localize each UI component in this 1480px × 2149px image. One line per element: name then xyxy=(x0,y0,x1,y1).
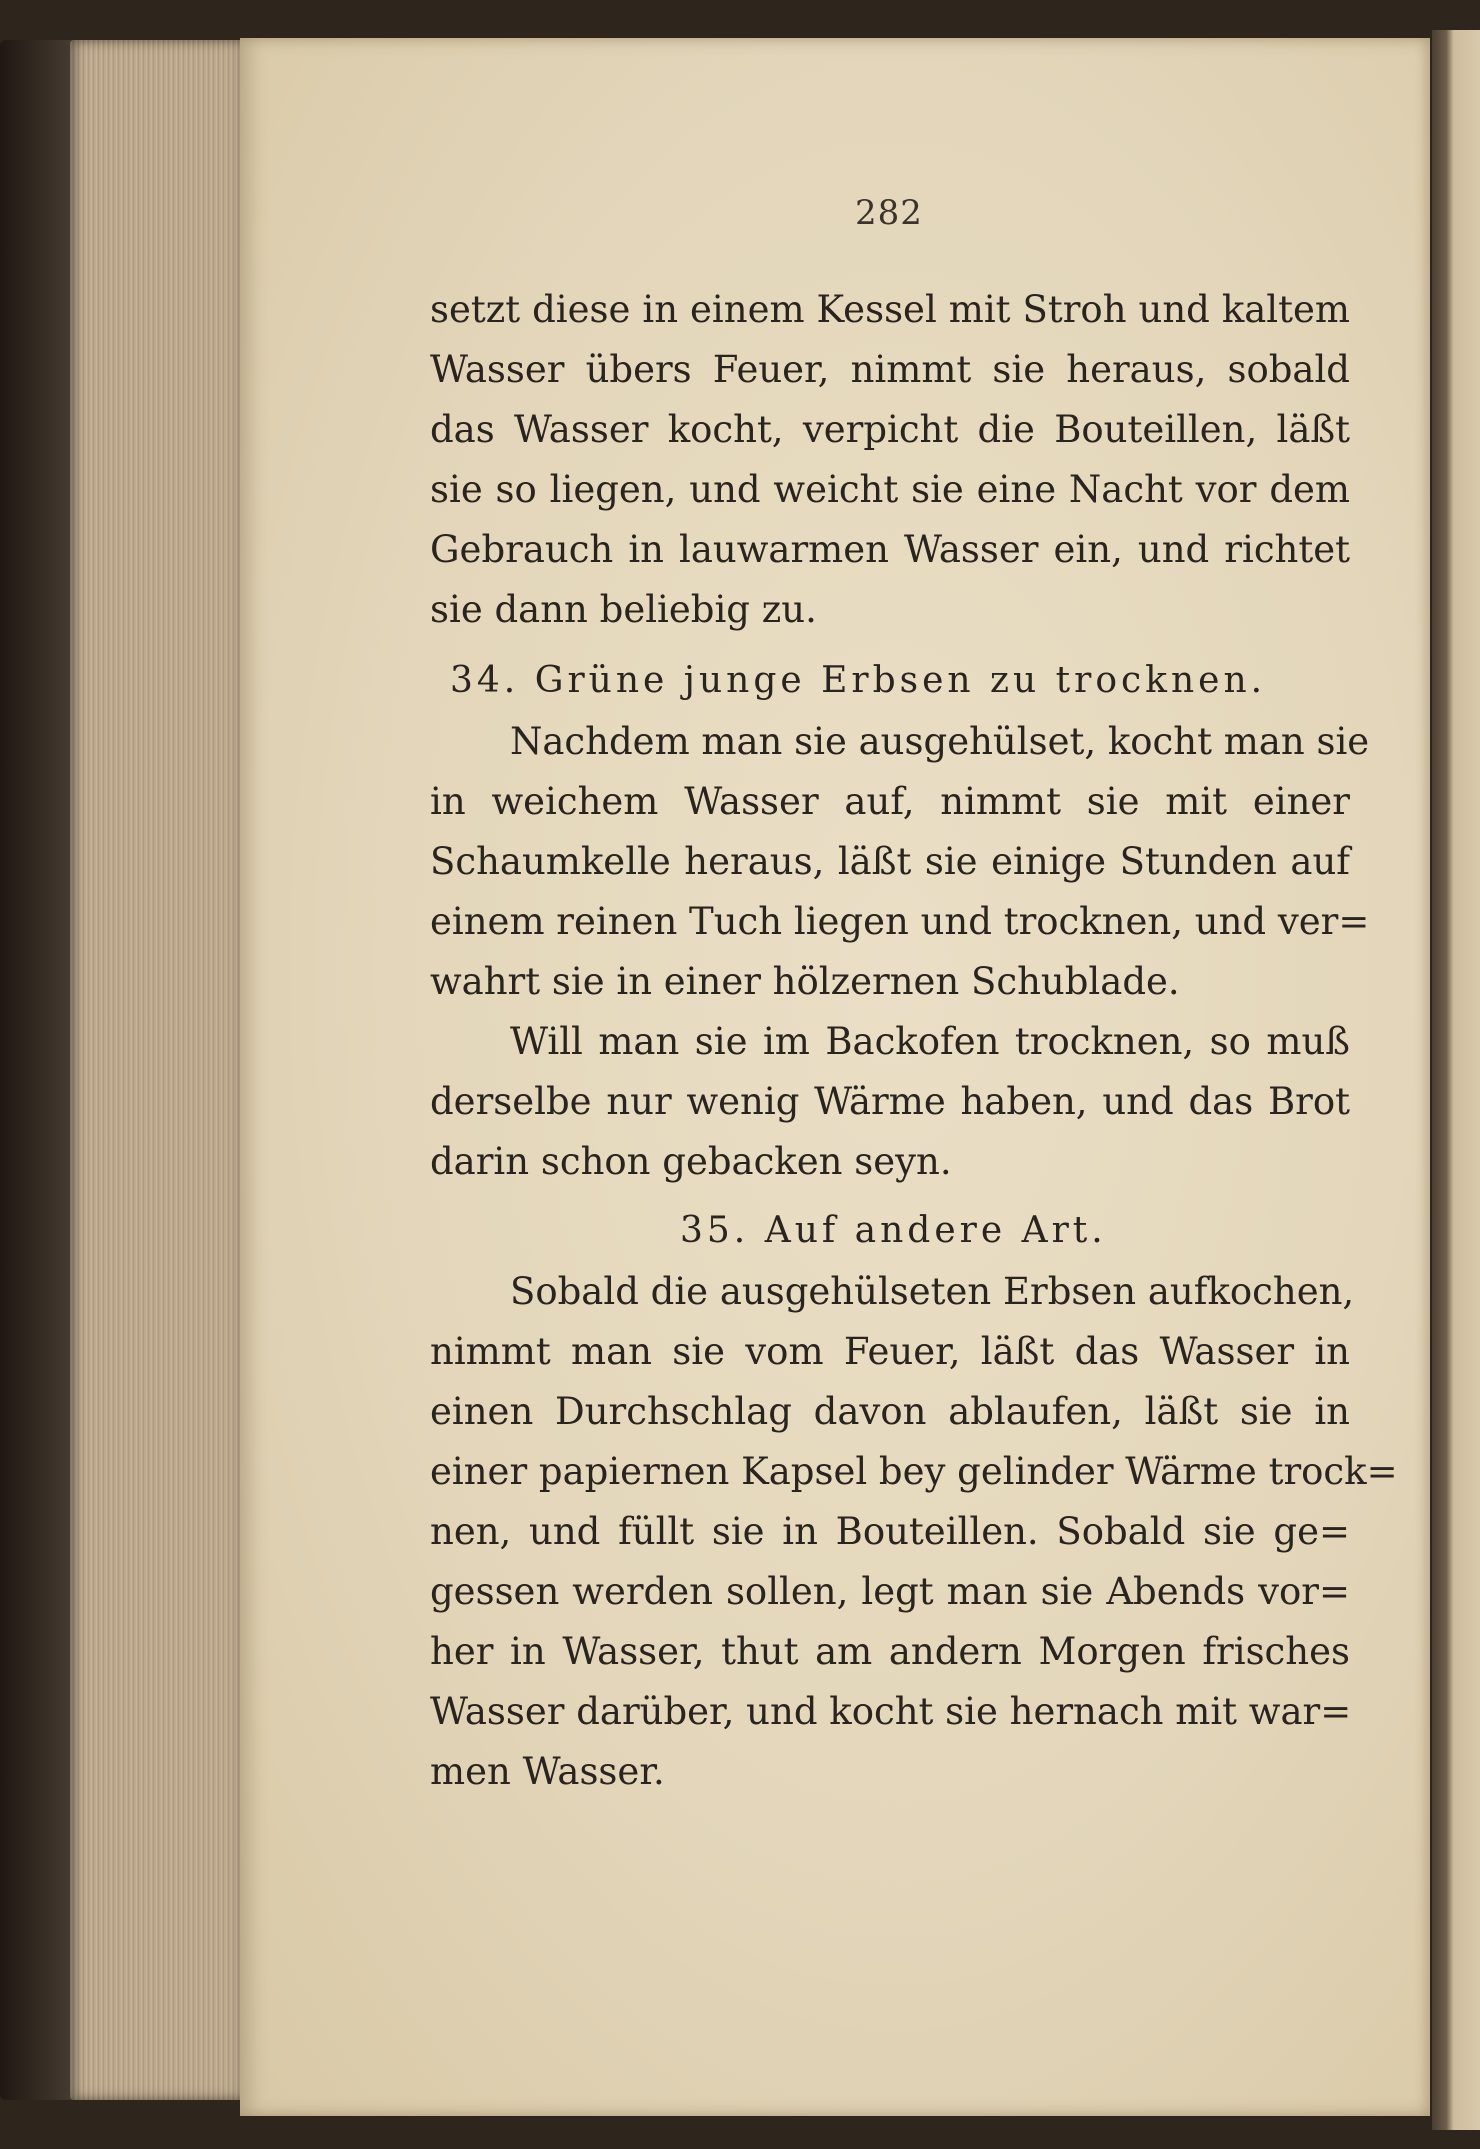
adjacent-page-edge xyxy=(1432,30,1480,2130)
text-line: derselbe nur wenig Wärme haben, und das Brot xyxy=(430,1080,1350,1123)
text-line: Wasser darüber, und kocht sie hernach mit war= xyxy=(430,1690,1352,1733)
text-line: einem reinen Tuch liegen und trocknen, und ver= xyxy=(430,900,1370,943)
text-line: Schaumkelle heraus, läßt sie einige Stunden auf xyxy=(430,840,1350,883)
section-heading-34: 34. Grüne junge Erbsen zu trocknen. xyxy=(450,660,1267,701)
text-line: das Wasser kocht, verpicht die Bouteillen, läßt xyxy=(430,408,1350,451)
text-line: her in Wasser, thut am andern Morgen frisches xyxy=(430,1630,1350,1673)
text-line: Gebrauch in lauwarmen Wasser ein, und richtet xyxy=(430,528,1350,571)
text-line: nimmt man sie vom Feuer, läßt das Wasser in xyxy=(430,1330,1350,1373)
page-number: 282 xyxy=(855,193,923,233)
text-line: setzt diese in einem Kessel mit Stroh und kaltem xyxy=(430,288,1350,331)
text-line: Wasser übers Feuer, nimmt sie heraus, sobald xyxy=(430,348,1350,391)
page-edges xyxy=(70,40,250,2100)
text-line: in weichem Wasser auf, nimmt sie mit einer xyxy=(430,780,1350,823)
text-line: wahrt sie in einer hölzernen Schublade. xyxy=(430,960,1180,1003)
paragraph-34a xyxy=(430,712,1370,1012)
page-text xyxy=(430,280,1398,1802)
text-line: Will man sie im Backofen trocknen, so muß xyxy=(510,1020,1350,1063)
text-line: Nachdem man sie ausgehülset, kocht man sie xyxy=(510,720,1370,763)
paragraph-34b xyxy=(430,1012,1350,1192)
paragraph-continuation xyxy=(430,280,1350,640)
text-line: gessen werden sollen, legt man sie Abends vor= xyxy=(430,1570,1350,1613)
section-heading-35: 35. Auf andere Art. xyxy=(680,1210,1107,1251)
text-line: einen Durchschlag davon ablaufen, läßt sie in xyxy=(430,1390,1350,1433)
text-line: nen, und füllt sie in Bouteillen. Sobald sie ge= xyxy=(430,1510,1350,1553)
paragraph-35 xyxy=(430,1262,1398,1802)
text-line: darin schon gebacken seyn. xyxy=(430,1140,952,1183)
text-line: einer papiernen Kapsel bey gelinder Wärme trock= xyxy=(430,1450,1398,1493)
text-line: Sobald die ausgehülseten Erbsen aufkochen, xyxy=(510,1270,1355,1313)
text-line: men Wasser. xyxy=(430,1750,665,1793)
text-line: sie so liegen, und weicht sie eine Nacht vor dem xyxy=(430,468,1350,511)
text-line: sie dann beliebig zu. xyxy=(430,588,817,631)
